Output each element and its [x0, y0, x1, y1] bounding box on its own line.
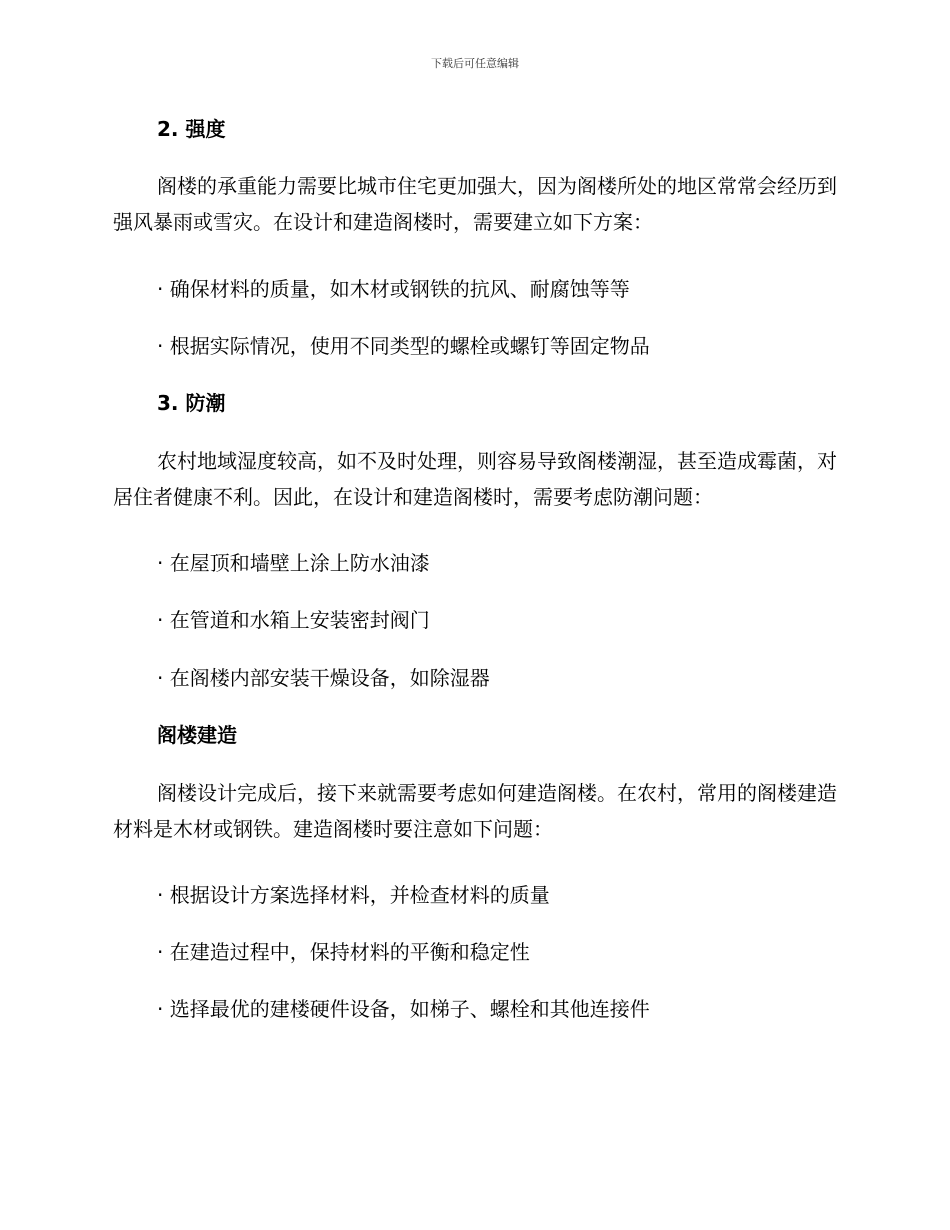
bullet-item: · 在屋顶和墙壁上涂上防水油漆 [157, 551, 430, 575]
section-heading-construction: 阁楼建造 [157, 723, 237, 747]
section-heading-strength: 2. 强度 [157, 117, 226, 141]
bullet-item: · 在建造过程中，保持材料的平衡和稳定性 [157, 940, 530, 964]
paragraph-strength: 阁楼的承重能力需要比城市住宅更加强大，因为阁楼所处的地区常常会经历到强风暴雨或雪灾。在设计和建造阁楼时，需要建立如下方案： [113, 174, 837, 234]
bullet-item: · 在管道和水箱上安装密封阀门 [157, 608, 430, 632]
page-header-note: 下载后可任意编辑 [431, 57, 519, 70]
bullet-item: · 根据实际情况，使用不同类型的螺栓或螺钉等固定物品 [157, 334, 650, 358]
section-heading-moisture: 3. 防潮 [157, 391, 226, 415]
paragraph-construction: 阁楼设计完成后，接下来就需要考虑如何建造阁楼。在农村，常用的阁楼建造材料是木材或钢铁。建造阁楼时要注意如下问题： [113, 781, 837, 841]
bullet-item: · 根据设计方案选择材料，并检查材料的质量 [157, 883, 550, 907]
bullet-item: · 选择最优的建楼硬件设备，如梯子、螺栓和其他连接件 [157, 997, 650, 1021]
paragraph-moisture: 农村地域湿度较高，如不及时处理，则容易导致阁楼潮湿，甚至造成霉菌，对居住者健康不利。因此，在设计和建造阁楼时，需要考虑防潮问题： [113, 449, 837, 509]
bullet-item: · 在阁楼内部安装干燥设备，如除湿器 [157, 666, 490, 690]
bullet-item: · 确保材料的质量，如木材或钢铁的抗风、耐腐蚀等等 [157, 277, 630, 301]
